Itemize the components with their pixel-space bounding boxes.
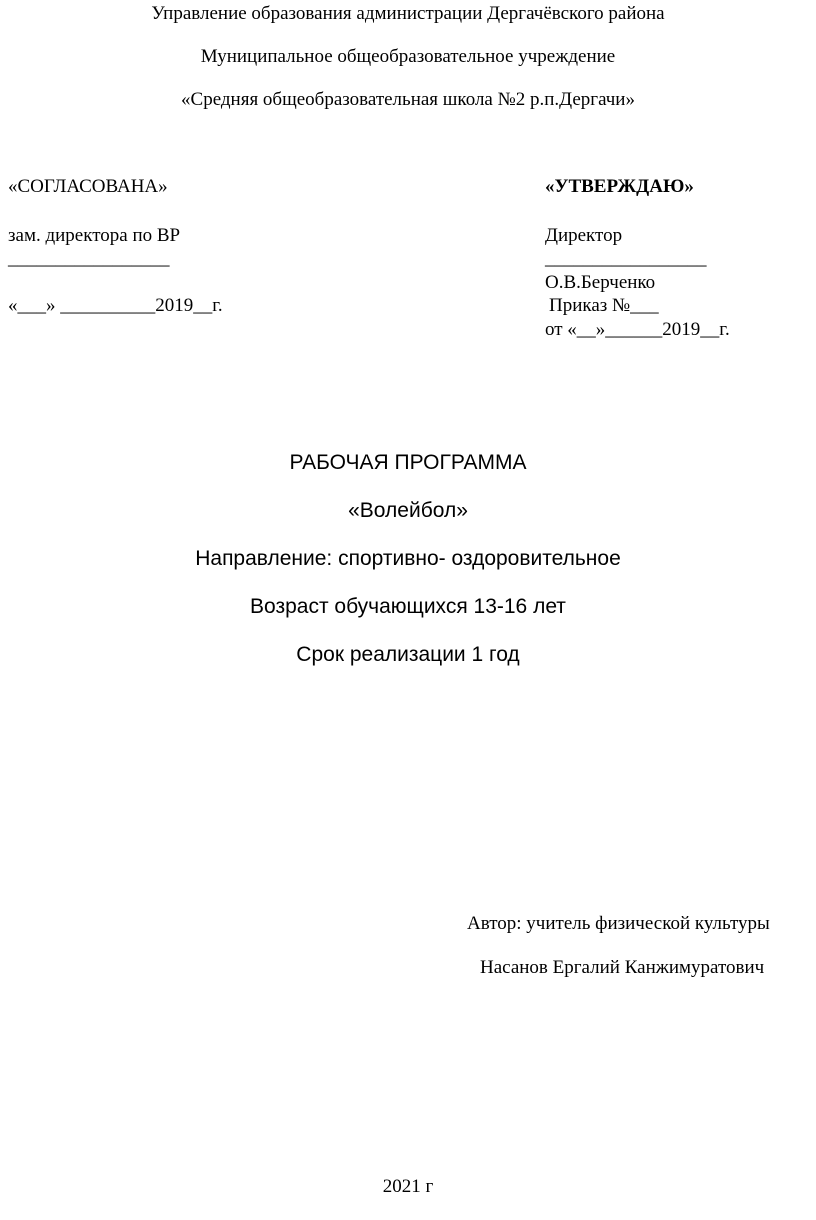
program-direction: Направление: спортивно- оздоровительное [195, 547, 621, 570]
approval-right-order-date: от «__»______2019__г. [545, 319, 730, 340]
header-line-school-name: «Средняя общеобразовательная школа №2 р.п.Дергачи» [181, 89, 635, 110]
approval-left-signature-line: _________________ [8, 248, 170, 269]
program-name: «Волейбол» [348, 499, 468, 522]
approval-right-title: «УТВЕРЖДАЮ» [545, 176, 694, 197]
author-name: Насанов Ергалий Канжимуратович [480, 957, 765, 978]
approval-left-position: зам. директора по ВР [8, 225, 181, 246]
program-duration: Срок реализации 1 год [296, 643, 520, 666]
approval-right-position: Директор [545, 225, 623, 246]
program-title: РАБОЧАЯ ПРОГРАММА [289, 451, 527, 474]
footer-year: 2021 г [382, 1176, 434, 1197]
header-line-institution: Муниципальное общеобразовательное учреждение [200, 46, 616, 67]
author-role: Автор: учитель физической культуры [467, 913, 770, 934]
program-student-age: Возраст обучающихся 13-16 лет [250, 595, 566, 618]
header-line-administration: Управление образования администрации Дергачёвского района [151, 3, 665, 24]
approval-right-order: Приказ №___ [549, 295, 659, 316]
approval-left-date: «___» __________2019__г. [8, 295, 223, 316]
approval-left-title: «СОГЛАСОВАНА» [8, 176, 168, 197]
approval-right-director-name: О.В.Берченко [545, 272, 656, 293]
approval-right-signature-line: _________________ [545, 248, 707, 269]
